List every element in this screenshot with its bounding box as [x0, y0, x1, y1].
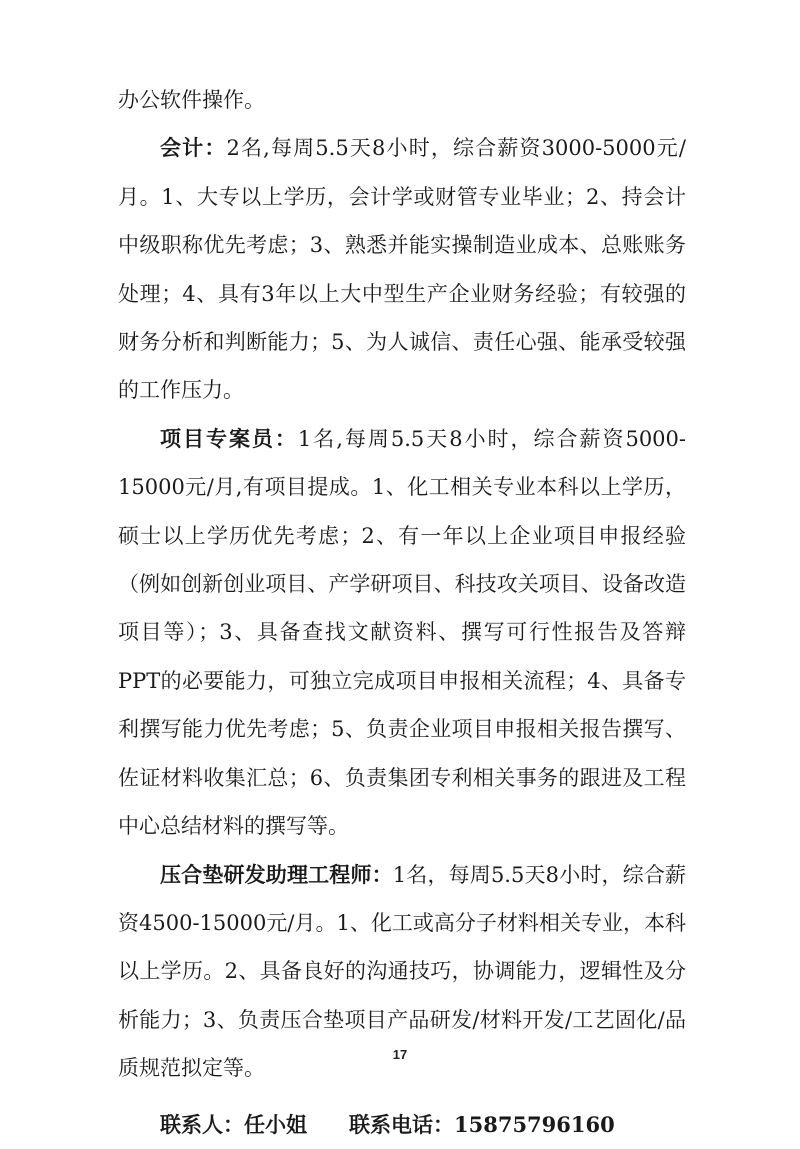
job-title-rd-assistant-engineer: 压合垫研发助理工程师： — [160, 861, 393, 887]
intro-tail-text: 办公软件操作。 — [118, 88, 265, 112]
job-body-project-specialist: 1名,每周5.5天8小时，综合薪资5000-15000元/月,有项目提成。1、化工相关专业本科以上学历，硕士以上学历优先考虑；2、有一年以上企业项目申报经验（例如创新创业项目、产学研项目、科技攻关项目、设备改造项目等）；3、具备查找文献资料、撰写可行性报告及答辩PPT的必要能力，可独立完成项目申报相关流程；4、具备专利撰写能力优先考虑；5、负责企业项目申报相关报告撰写、佐证材料收集汇总；6、负责集团专利相关事务的跟进及工程中心总结材料的撰写等。 — [118, 426, 686, 839]
job-title-project-specialist: 项目专案员： — [160, 425, 298, 451]
job-body-accountant: 2名,每周5.5天8小时，综合薪资3000-5000元/月。1、大专以上学历，会计学或财管专业毕业；2、持会计中级职称优先考虑；3、熟悉并能实操制造业成本、总账账务处理；4、具有3年以上大中型生产企业财务经验；有较强的财务分析和判断能力；5、为人诚信、责任心强、能承受较强的工作压力。 — [118, 136, 687, 403]
job-title-accountant: 会计： — [160, 135, 227, 161]
contact-person: 联系人：任小姐 — [160, 1111, 307, 1137]
job-accountant — [118, 124, 686, 414]
job-project-specialist — [118, 415, 686, 851]
contact-phone: 联系电话：15875796160 — [349, 1111, 615, 1137]
page-number: 17 — [392, 1047, 408, 1062]
contact-line — [118, 1101, 686, 1149]
intro-tail-paragraph — [118, 76, 686, 124]
document-body — [118, 76, 686, 1149]
job-body-rd-assistant-engineer: 1名，每周5.5天8小时，综合薪资4500-15000元/月。1、化工或高分子材料相关专业，本科以上学历。2、具备良好的沟通技巧，协调能力，逻辑性及分析能力；3、负责压合垫项目产品研发/材料开发/工艺固化/品质规范拟定等。 — [118, 862, 686, 1081]
